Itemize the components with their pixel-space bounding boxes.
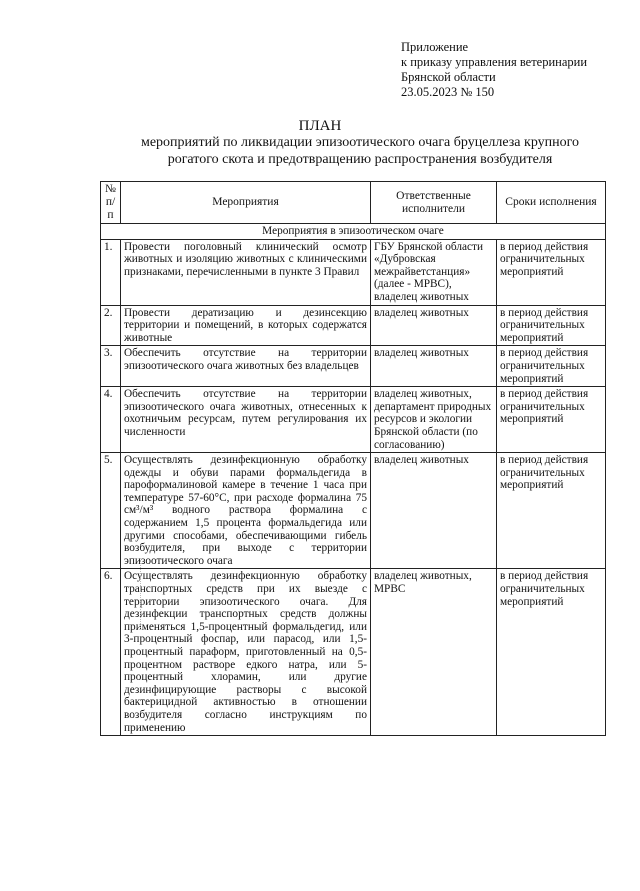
- header-num: № п/п: [101, 182, 121, 224]
- row-terms: в период действия ограничительных мероприятий: [497, 387, 606, 453]
- row-num: 2.: [101, 305, 121, 346]
- appendix-date-number: 23.05.2023 № 150: [401, 85, 495, 99]
- table-row: [101, 453, 606, 569]
- row-measure: Осуществлять дезинфекционную обработку одежды и обуви парами формальдегида в пароформалиновой камере в течение 1 часа при температуре 57-60°С, при расходе формалина 75 см³/м³ водного раствора формалина с содержанием 1,5 процента формальдегида или другими способами, обеспечивающими гибель возбудителя, при выходе с территории эпизоотического очага: [121, 453, 371, 569]
- row-terms: в период действия ограничительных мероприятий: [497, 346, 606, 387]
- row-num: 3.: [101, 346, 121, 387]
- row-num: 6.: [101, 569, 121, 736]
- row-terms: в период действия ограничительных мероприятий: [497, 453, 606, 569]
- header-measure: Мероприятия: [121, 182, 371, 224]
- section-title: Мероприятия в эпизоотическом очаге: [101, 224, 606, 240]
- measures-table: [100, 181, 606, 736]
- row-executors: ГБУ Брянской области «Дубровская межрайветстанция» (далее - МРВС), владелец животных: [371, 239, 497, 305]
- header-executors: Ответственные исполнители: [371, 182, 497, 224]
- appendix-line: к приказу управления ветеринарии: [401, 55, 588, 69]
- row-executors: владелец животных, департамент природных ресурсов и экологии Брянской области (по согласованию): [371, 387, 497, 453]
- row-terms: в период действия ограничительных мероприятий: [497, 569, 606, 736]
- plan-subtitle: [80, 134, 640, 168]
- header-terms: Сроки исполнения: [497, 182, 606, 224]
- table-row: [101, 387, 606, 453]
- row-measure: Осуществлять дезинфекционную обработку транспортных средств при их выезде с территории эпизоотического очага. Для дезинфекции транспортных средств должны применяться 1,5-процентный формальдегид, или 3-процентный фоспар, или парасод, или 1,5-процентный параформ, приготовленный на 0,5-процентном растворе едкого натра, или 5-процентный хлорамин, или другие дезинфицирующие растворы с высокой бактерицидной активностью в отношении возбудителя согласно инструкциям по применению: [121, 569, 371, 736]
- appendix-header: [401, 40, 631, 100]
- row-terms: в период действия ограничительных мероприятий: [497, 305, 606, 346]
- scan-artifact-line: [140, 560, 141, 630]
- row-executors: владелец животных: [371, 305, 497, 346]
- section-row: [101, 224, 606, 240]
- row-num: 5.: [101, 453, 121, 569]
- plan-subtitle-line: рогатого скота и предотвращению распространения возбудителя: [167, 152, 553, 167]
- plan-subtitle-line: мероприятий по ликвидации эпизоотического очага бруцеллеза крупного: [140, 135, 580, 150]
- table-row: [101, 239, 606, 305]
- table-header-row: [101, 182, 606, 224]
- appendix-line: Брянской области: [401, 70, 496, 84]
- row-executors: владелец животных: [371, 346, 497, 387]
- row-num: 4.: [101, 387, 121, 453]
- table-row: [101, 305, 606, 346]
- table-row: [101, 346, 606, 387]
- row-num: 1.: [101, 239, 121, 305]
- table-row: [101, 569, 606, 736]
- row-measure: Провести поголовный клинический осмотр животных и изоляцию животных с клиническими признаками, перечисленными в пункте 3 Правил: [121, 239, 371, 305]
- appendix-line: Приложение: [401, 40, 469, 54]
- plan-title: ПЛАН: [298, 118, 342, 134]
- row-measure: Обеспечить отсутствие на территории эпизоотического очага животных без владельцев: [121, 346, 371, 387]
- row-terms: в период действия ограничительных мероприятий: [497, 239, 606, 305]
- row-measure: Провести дератизацию и дезинсекцию территории и помещений, в которых содержатся животные: [121, 305, 371, 346]
- row-measure: Обеспечить отсутствие на территории эпизоотического очага животных, отнесенных к охотничьим ресурсам, путем регулирования их численности: [121, 387, 371, 453]
- row-executors: владелец животных: [371, 453, 497, 569]
- row-executors: владелец животных, МРВС: [371, 569, 497, 736]
